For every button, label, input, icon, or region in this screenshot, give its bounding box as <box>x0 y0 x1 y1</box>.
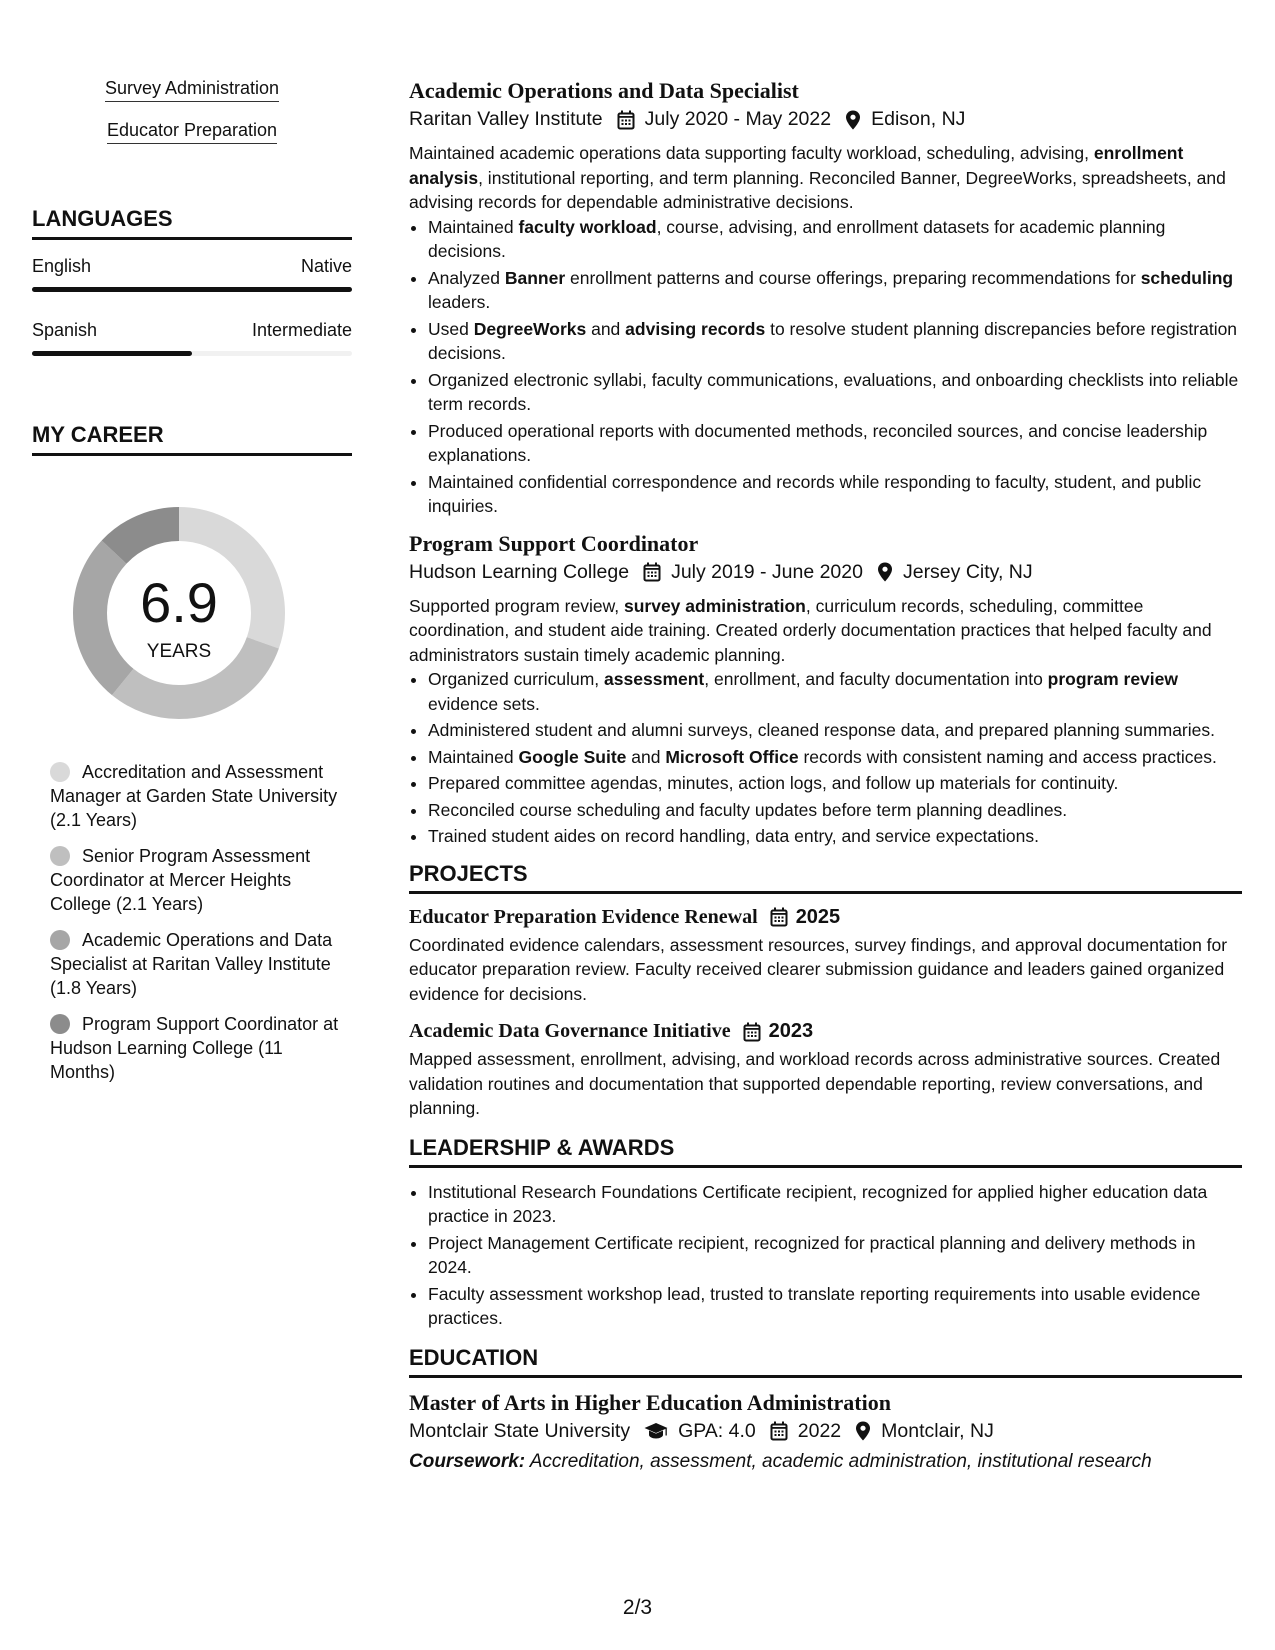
skill-tag: Survey Administration <box>105 78 279 102</box>
main-content <box>409 78 1242 1473</box>
career-legend-text: Senior Program Assessment Coordinator at Mercer Heights College (2.1 Years) <box>50 846 311 914</box>
education-meta <box>409 1420 1242 1443</box>
legend-dot <box>50 930 70 950</box>
page-number: 2/3 <box>622 1596 653 1619</box>
graduation-cap-icon <box>644 1422 668 1440</box>
career-legend <box>50 760 340 1084</box>
career-total-years: 6.9 <box>140 571 218 634</box>
job-bullets <box>428 667 1242 849</box>
job-location: Edison, NJ <box>871 108 966 130</box>
career-legend-item <box>50 1012 340 1084</box>
projects-heading: PROJECTS <box>409 861 1242 894</box>
school-name: Montclair State University <box>409 1419 631 1442</box>
legend-dot <box>50 846 70 866</box>
job-description: Maintained academic operations data supporting faculty workload, scheduling, advising, enrollment analysis, institutional reporting, and term planning. Reconciled Banner, DegreeWorks, spreadsheets, and advising records for dependable administrative decisions. <box>409 143 1226 212</box>
calendar-icon <box>770 907 788 927</box>
bullet-item: • Administered student and alumni surveys, cleaned response data, and prepared planning summaries. <box>428 718 1242 743</box>
bullet-item: • Organized electronic syllabi, faculty communications, evaluations, and onboarding checklists into reliable term records. <box>428 368 1242 417</box>
calendar-icon <box>617 110 635 130</box>
project-description: Coordinated evidence calendars, assessment resources, survey findings, and approval documentation for educator preparation review. Faculty received clearer submission guidance and leaders gained organized evidence for decisions. <box>409 934 1228 1004</box>
career-donut-chart <box>64 498 294 728</box>
project-year: 2023 <box>768 1020 814 1042</box>
project-year: 2025 <box>795 905 841 928</box>
legend-dot <box>50 1014 70 1034</box>
coursework <box>409 1451 1242 1473</box>
project-name: Academic Data Governance Initiative <box>409 1020 731 1042</box>
bullet-item: • Institutional Research Foundations Certificate recipient, recognized for applied higher education data practice in 2023. <box>428 1180 1242 1229</box>
bullet-item: • Used DegreeWorks and advising records to resolve student planning discrepancies before registration decisions. <box>428 317 1242 366</box>
career-legend-item <box>50 928 340 1000</box>
location-pin-icon <box>877 562 893 582</box>
job-entry <box>409 531 1242 849</box>
bullet-item: • Maintained Google Suite and Microsoft Office records with consistent naming and access practices. <box>428 745 1242 770</box>
career-total-unit: YEARS <box>146 641 212 662</box>
bullet-item: • Project Management Certificate recipient, recognized for practical planning and delivery methods in 2024. <box>428 1231 1242 1280</box>
career-legend-item <box>50 760 340 832</box>
project-entry <box>409 1020 1242 1121</box>
school-location: Montclair, NJ <box>881 1419 994 1442</box>
job-description: Supported program review, survey administration, curriculum records, scheduling, committee coordination, and student aide training. Created orderly documentation practices that helped faculty and administrators sustain timely academic planning. <box>409 595 1212 665</box>
career-legend-text: Program Support Coordinator at Hudson Learning College (11 Months) <box>50 1014 339 1082</box>
bullet-item: • Maintained faculty workload, course, advising, and enrollment datasets for academic planning decisions. <box>428 215 1242 264</box>
legend-dot <box>50 762 70 782</box>
graduation-year: 2022 <box>797 1419 842 1442</box>
bullet-item: • Maintained confidential correspondence and records while responding to faculty, student, and public inquiries. <box>428 470 1242 519</box>
location-pin-icon <box>855 1421 871 1441</box>
coursework-text: Accreditation, assessment, academic administration, institutional research <box>529 1450 1152 1472</box>
bullet-item: • Trained student aides on record handling, data entry, and service expectations. <box>428 824 1242 849</box>
job-title: Program Support Coordinator <box>409 530 699 556</box>
education-heading: EDUCATION <box>409 1345 1242 1378</box>
language-level: Intermediate <box>251 320 352 340</box>
bullet-item: • Produced operational reports with documented methods, reconciled sources, and concise leadership explanations. <box>428 419 1242 468</box>
job-entry <box>409 78 1242 519</box>
language-name: Spanish <box>32 320 98 340</box>
career-heading: MY CAREER <box>32 422 352 456</box>
job-meta <box>409 108 1242 131</box>
location-pin-icon <box>845 110 861 130</box>
job-dates: July 2020 - May 2022 <box>644 108 832 130</box>
bullet-item: • Faculty assessment workshop lead, trusted to translate reporting requirements into usable evidence practices. <box>428 1282 1242 1331</box>
bullet-item: • Organized curriculum, assessment, enrollment, and faculty documentation into program review evidence sets. <box>428 667 1242 716</box>
language-item <box>32 256 352 292</box>
job-bullets <box>428 215 1242 519</box>
job-meta <box>409 561 1242 584</box>
skill-tag: Educator Preparation <box>107 120 277 144</box>
sidebar <box>32 78 352 1096</box>
coursework-label: Coursework: <box>409 1450 526 1472</box>
career-legend-text: Accreditation and Assessment Manager at Garden State University (2.1 Years) <box>50 762 338 830</box>
language-name: English <box>32 256 92 276</box>
job-location: Jersey City, NJ <box>902 560 1033 583</box>
language-level-bar <box>32 351 352 356</box>
project-entry <box>409 906 1242 1007</box>
calendar-icon <box>743 1022 761 1042</box>
calendar-icon <box>770 1421 788 1441</box>
employer: Raritan Valley Institute <box>409 108 603 130</box>
job-title: Academic Operations and Data Specialist <box>409 78 799 103</box>
bullet-item: • Prepared committee agendas, minutes, action logs, and follow up materials for continuity. <box>428 771 1242 796</box>
job-dates: July 2019 - June 2020 <box>671 560 863 583</box>
project-name: Educator Preparation Evidence Renewal <box>409 905 758 928</box>
language-level: Native <box>300 256 352 276</box>
project-description: Mapped assessment, enrollment, advising, and workload records across administrative sources. Created validation routines and documentation that supported dependable reporting, review conversations, and planning. <box>409 1049 1221 1118</box>
language-item <box>32 320 352 356</box>
bullet-item: • Reconciled course scheduling and faculty updates before term planning deadlines. <box>428 798 1242 823</box>
bullet-item: • Analyzed Banner enrollment patterns and course offerings, preparing recommendations for scheduling leaders. <box>428 266 1242 315</box>
degree-title: Master of Arts in Higher Education Administration <box>409 1389 891 1415</box>
languages-heading: LANGUAGES <box>32 206 352 240</box>
awards-heading: LEADERSHIP & AWARDS <box>409 1135 1242 1168</box>
career-legend-item <box>50 844 340 916</box>
language-level-bar <box>32 287 352 292</box>
awards-list <box>428 1180 1242 1331</box>
career-legend-text: Academic Operations and Data Specialist at Raritan Valley Institute (1.8 Years) <box>50 930 333 998</box>
calendar-icon <box>643 562 661 582</box>
employer: Hudson Learning College <box>409 560 630 583</box>
gpa: GPA: 4.0 <box>678 1419 756 1442</box>
